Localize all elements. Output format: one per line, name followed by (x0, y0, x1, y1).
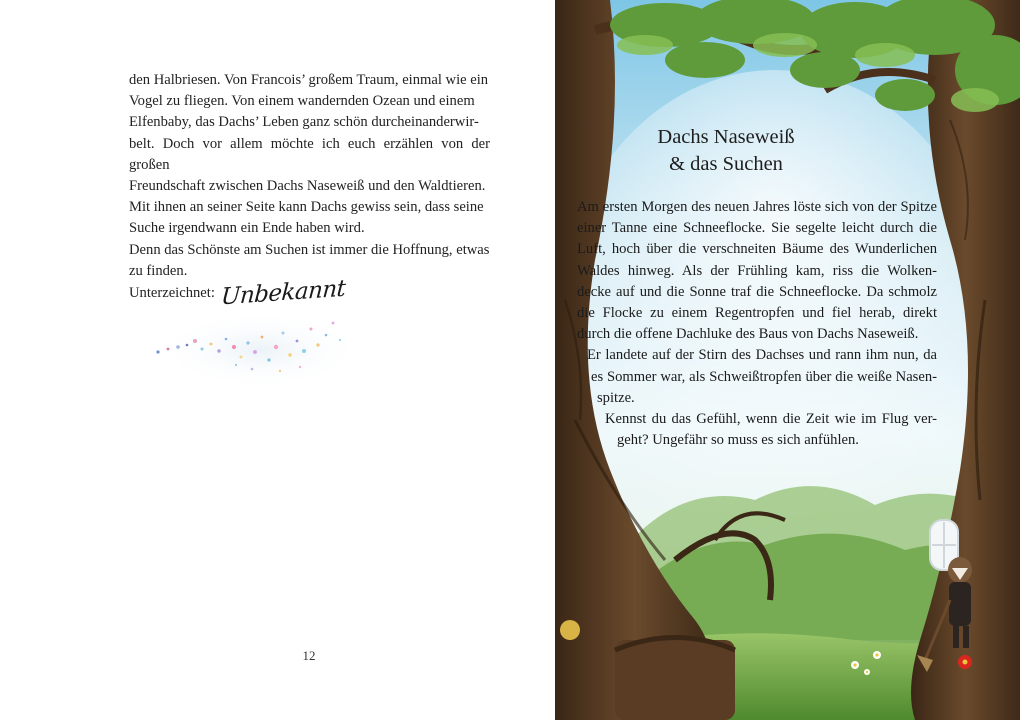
text-line: Elfenbaby, das Dachs’ Leben ganz schön durcheinanderwir- (129, 114, 479, 131)
text-line: Am ersten Morgen des neuen Jahres löste sich von der Spitze (577, 199, 937, 215)
signature-label: Unterzeichnet: (129, 284, 215, 301)
text-line: spitze. (597, 389, 635, 406)
chapter-title-line: Dachs Naseweiß (657, 126, 795, 148)
text-line: belt. Doch vor allem möchte ich euch erzählen von der großen (129, 135, 490, 173)
intro-paragraph (129, 70, 490, 282)
text-line: geht? Ungefähr so muss es sich anfühlen. (617, 432, 859, 449)
text-line: die Flocke zu einem Regentropfen und fiel herab, direkt (577, 305, 937, 322)
text-line: Freundschaft zwischen Dachs Naseweiß und den Waldtieren. (129, 178, 486, 195)
text-line: Luft, hoch über die verschneiten Bäume des Wunderlichen (577, 241, 937, 258)
chapter-title-line: & das Suchen (669, 153, 783, 175)
text-line: Denn das Schönste am Suchen ist immer die Hoffnung, etwas (129, 241, 490, 258)
text-line: Kennst du das Gefühl, wenn die Zeit wie im Flug ver- (605, 411, 937, 428)
chapter-text (577, 197, 937, 451)
right-page (555, 0, 1020, 720)
text-line: es Sommer war, als Schweißtropfen über die weiße Nasen- (591, 368, 937, 385)
text-line: Er landete auf der Stirn des Dachses und rann ihm nun, da (587, 347, 937, 364)
sparkle-dust-decoration (140, 305, 370, 400)
handwritten-signature: Unbekannt (220, 275, 347, 311)
text-line: einer Tanne eine Schneeflocke. Sie segelte leicht durch die (577, 220, 937, 237)
text-line: Mit ihnen an seiner Seite kann Dachs gewiss sein, dass seine (129, 199, 484, 216)
signature-line (129, 275, 347, 311)
text-line: den Halbriesen. Von Francois’ großem Traum, einmal wie ein (129, 72, 489, 88)
text-line: durch die offene Dachluke des Baus von Dachs Naseweiß. (577, 326, 919, 343)
page-number: 12 (302, 648, 316, 663)
text-line: Vogel zu fliegen. Von einem wandernden Ozean und einem (129, 93, 475, 110)
text-line: Waldes hinweg. Als der Frühling kam, riss die Wolken- (577, 262, 937, 279)
text-line: decke auf und die Sonne traf die Schneeflocke. Da schmolz (577, 283, 937, 300)
text-line: Suche irgendwann ein Ende haben wird. (129, 220, 365, 237)
chapter-title (555, 124, 897, 178)
text-line: zu finden. (129, 262, 188, 279)
